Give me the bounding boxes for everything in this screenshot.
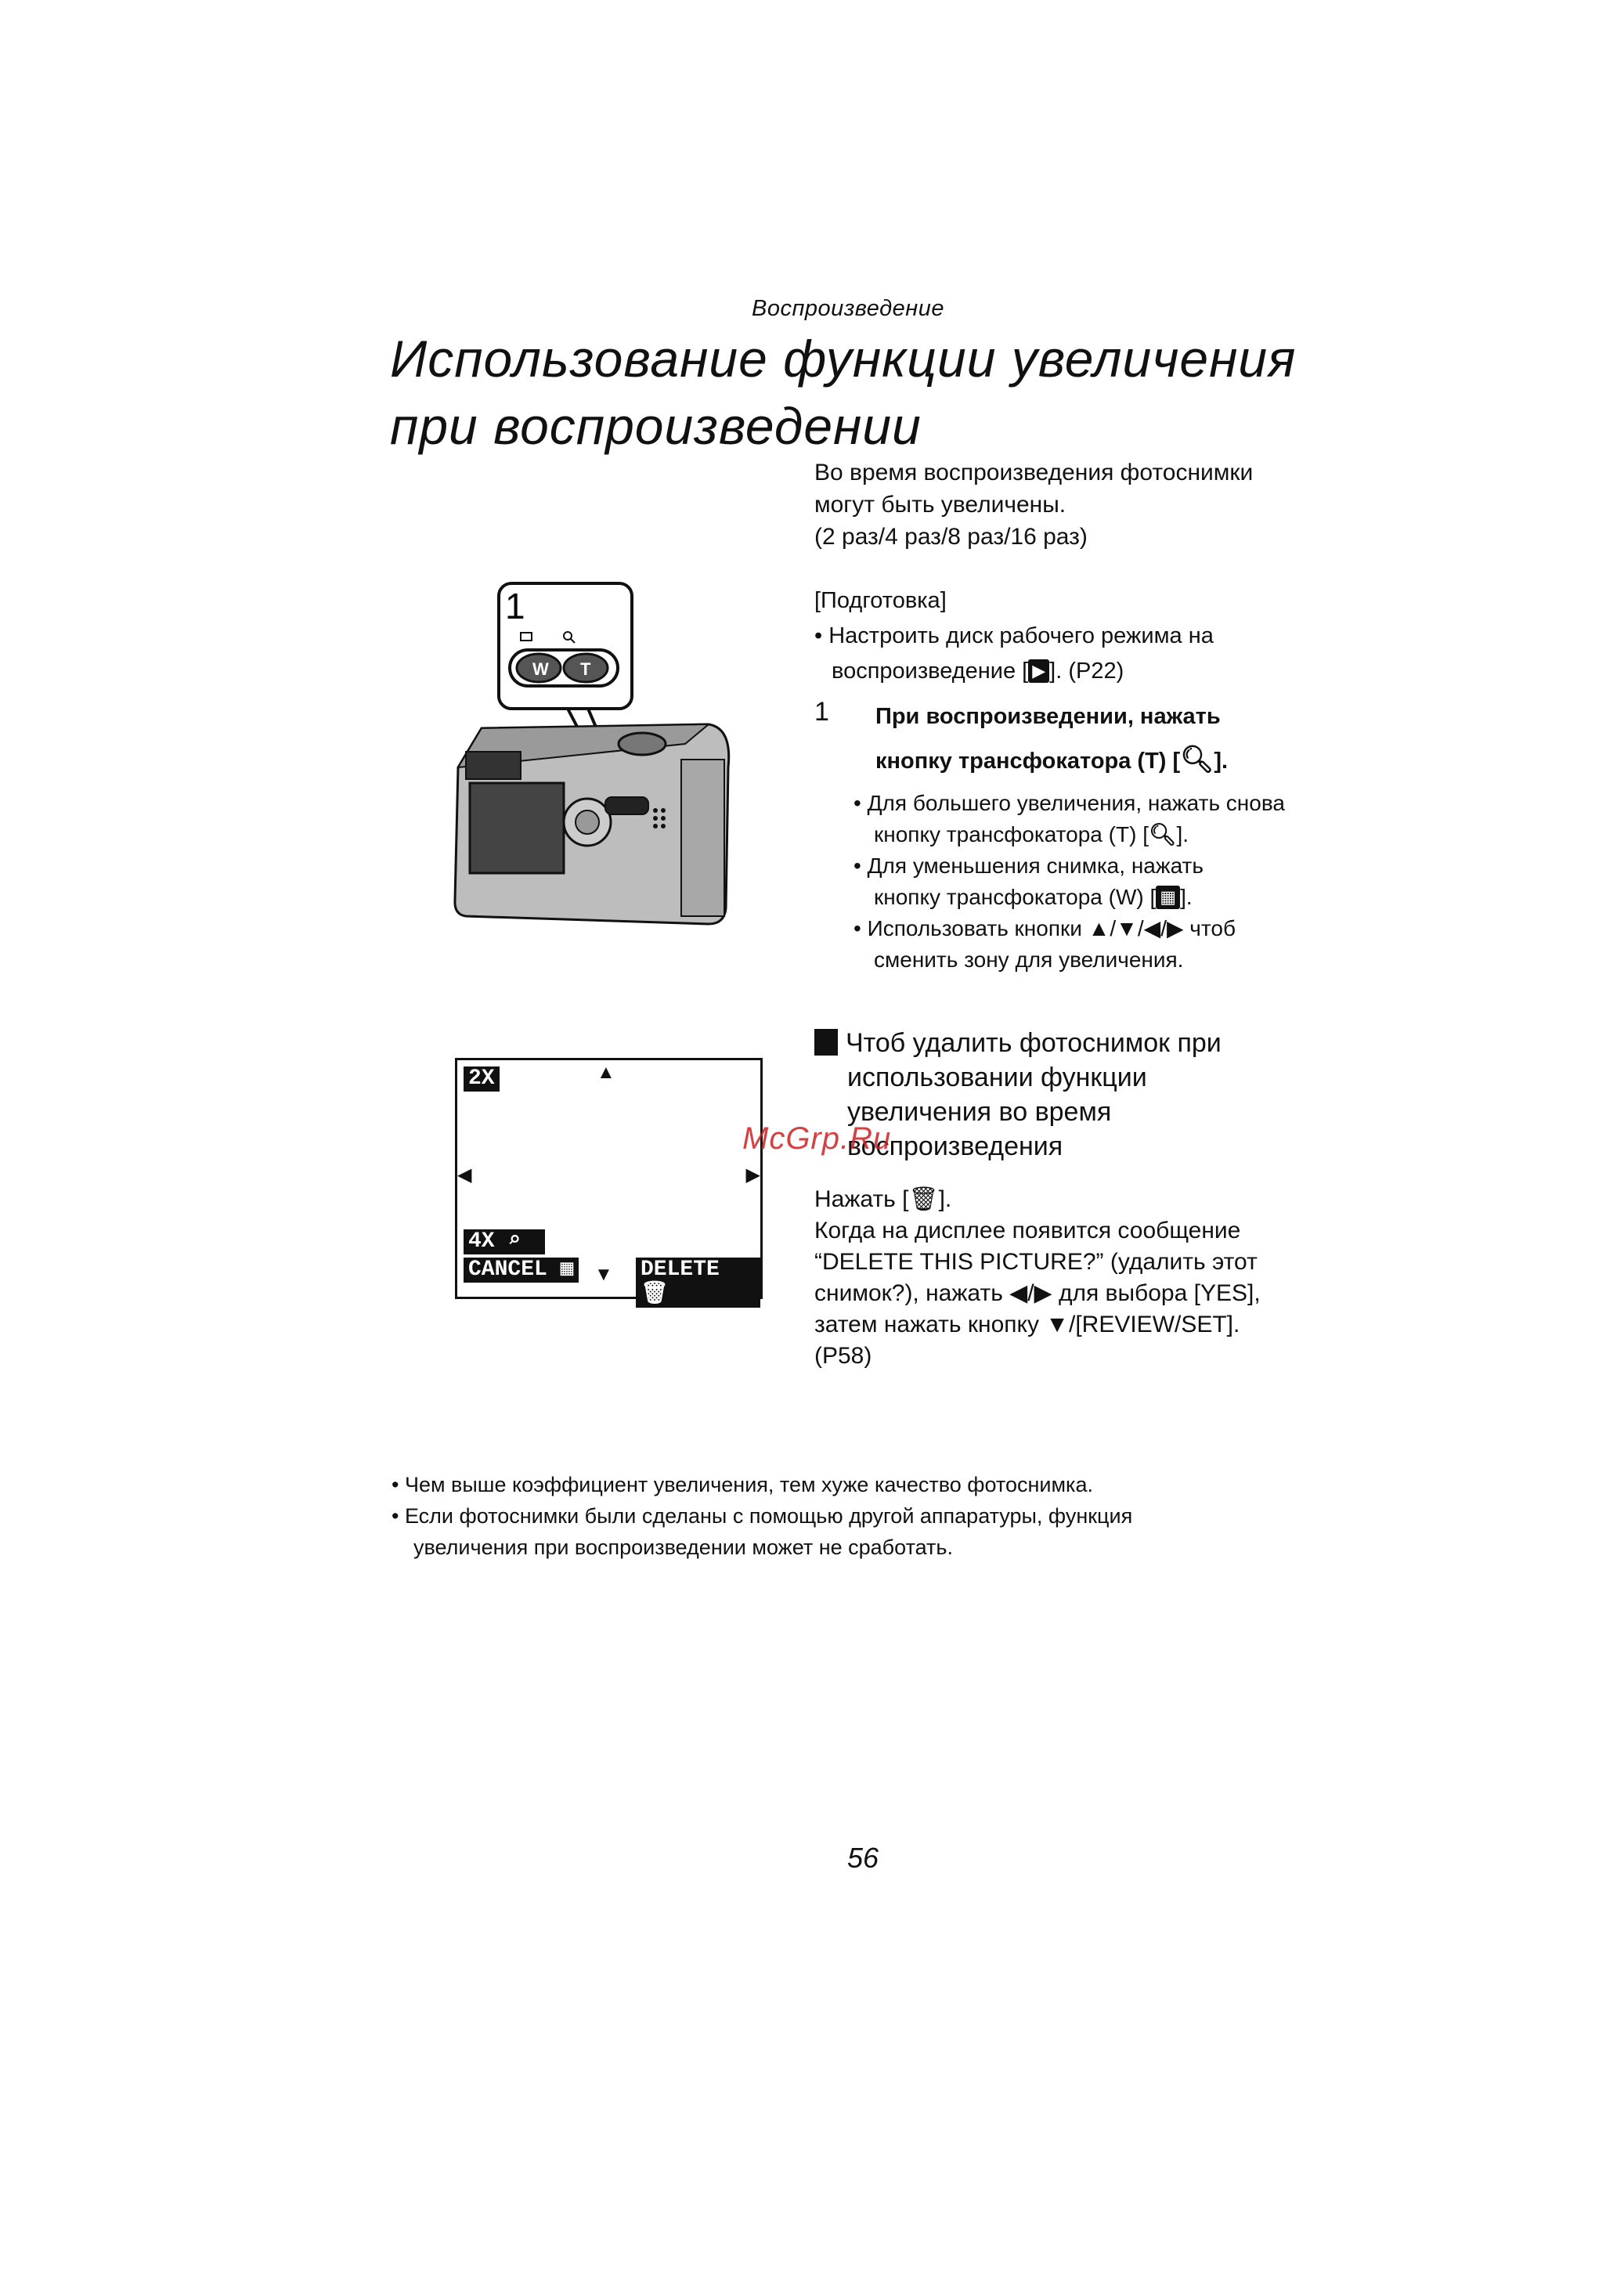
preparation-bullet: • Настроить диск рабочего режима на xyxy=(814,623,1214,648)
note-item: • Если фотоснимки были сделаны с помощью другой аппаратуры, функция xyxy=(392,1504,1133,1528)
sub-bullet: • Для уменьшения снимка, нажать xyxy=(854,854,1204,878)
trash-icon: 🗑︎ xyxy=(908,1186,939,1212)
intro-text xyxy=(814,457,1253,553)
grid-icon: ▦ xyxy=(560,1258,574,1282)
up-arrow-icon: ▲ xyxy=(597,1062,615,1083)
zoom-t-label: T xyxy=(580,659,591,679)
section-marker-icon xyxy=(814,1029,838,1056)
note-item: • Чем выше коэффициент увеличения, тем хуже качество фотоснимка. xyxy=(392,1473,1093,1496)
page-number: 56 xyxy=(847,1842,879,1874)
watermark: McGrp.Ru xyxy=(742,1121,892,1156)
playback-icon: ▶ xyxy=(1028,659,1049,683)
viewfinder xyxy=(466,752,521,779)
right-arrow-icon: ▶ xyxy=(745,1164,760,1186)
notes xyxy=(392,1469,1132,1563)
magnifier-icon: 🔍︎ xyxy=(1148,822,1177,846)
magnifier-icon: ⌕ xyxy=(507,1229,521,1254)
preparation-block xyxy=(814,583,1214,689)
preparation-heading: [Подготовка] xyxy=(814,588,947,613)
camera-grip xyxy=(681,760,724,916)
intro-line: могут быть увеличены. xyxy=(814,492,1066,518)
zoom-w-label: W xyxy=(532,659,549,679)
zoom-level-badge: 2X xyxy=(464,1067,500,1092)
down-arrow-icon: ▼ xyxy=(594,1264,613,1285)
lcd-screen-illustration xyxy=(455,1058,763,1307)
left-arrow-icon: ◀ xyxy=(457,1164,472,1186)
zoom-lever-on-camera xyxy=(605,797,648,814)
preparation-bullet-cont: воспроизведение [ ▶ ]. (P22) xyxy=(832,659,1124,684)
step-sub-bullets: • Для большего увеличения, нажать снова кнопку трансфокатора (T) [🔍︎]. • Для уменьшения снимка, нажать кнопку трансфокатора (W) [ ▦ ]. • Использовать кнопки ▲/▼/◀/▶ чтоб сменить зону для увеличения. xyxy=(854,788,1339,976)
delete-section-body: Нажать [🗑︎]. Когда на дисплее появится сообщение “DELETE THIS PICTURE?” (удалить этот снимок?), нажать ◀/▶ для выбора [YES], затем нажать кнопку ▼/[REVIEW/SET]. (P58) xyxy=(814,1186,1261,1369)
intro-line: Во время воспроизведения фотоснимки xyxy=(814,460,1254,485)
page-title xyxy=(390,325,1408,460)
step-number: 1 xyxy=(814,697,829,727)
grid-icon: ▦ xyxy=(1156,886,1180,909)
next-zoom-badge: 4X ⌕ xyxy=(464,1229,545,1254)
callout-step-number: 1 xyxy=(505,586,525,626)
section-label: Воспроизведение xyxy=(752,296,944,321)
cancel-badge: CANCEL ▦ xyxy=(464,1258,579,1283)
mode-dial xyxy=(619,733,666,755)
sub-bullet: • Для большего увеличения, нажать снова xyxy=(854,791,1285,815)
page-title-line: Использование функции увеличения xyxy=(390,330,1297,388)
camera-illustration xyxy=(450,579,763,947)
page-title-line: при воспроизведении xyxy=(390,397,922,455)
delete-section-heading: Чтоб удалить фотоснимок при использовании функции увеличения во время воспроизведения xyxy=(814,1026,1222,1164)
magnifier-icon: 🔍︎ xyxy=(1180,745,1214,774)
camera-lcd xyxy=(470,783,564,873)
step-instruction: При воспроизведении, нажать кнопку трансфокатора (T) [🔍︎]. xyxy=(875,704,1229,774)
intro-line: (2 раз/4 раз/8 раз/16 раз) xyxy=(814,524,1088,550)
trash-icon: 🗑︎ xyxy=(641,1283,669,1307)
delete-badge: DELETE 🗑︎ xyxy=(636,1258,760,1308)
sub-bullet: • Использовать кнопки ▲/▼/◀/▶ чтоб xyxy=(854,916,1236,940)
note-item-cont: увеличения при воспроизведении может не сработать. xyxy=(413,1536,953,1559)
